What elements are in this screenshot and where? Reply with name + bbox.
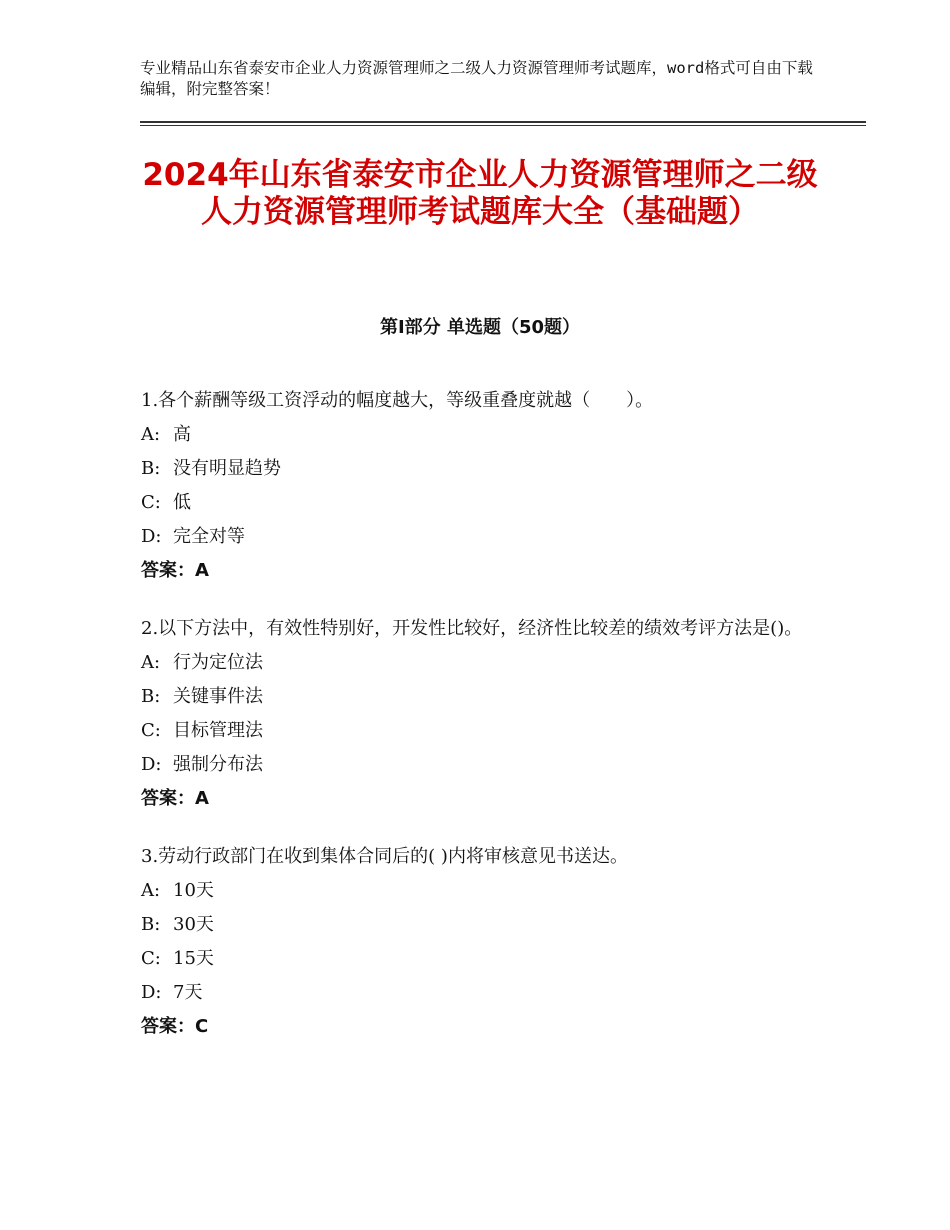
option-letter: C: — [141, 492, 161, 513]
question-stem: 1.各个薪酬等级工资浮动的幅度越大，等级重叠度就越（ ）。 — [141, 390, 654, 411]
option-letter: A: — [141, 880, 161, 901]
question-stem: 3.劳动行政部门在收到集体合同后的( )内将审核意见书送达。 — [141, 846, 628, 867]
option-c — [141, 714, 821, 748]
option-text: 完全对等 — [173, 526, 245, 547]
answer-line: 答案：C — [141, 1016, 209, 1037]
option-a — [141, 874, 821, 908]
option-a — [141, 418, 821, 452]
option-text: 7天 — [173, 982, 203, 1003]
option-d — [141, 520, 821, 554]
option-text: 强制分布法 — [173, 754, 263, 775]
option-text: 10天 — [173, 880, 214, 901]
header-rule-thick — [140, 121, 866, 123]
option-text: 15天 — [173, 948, 214, 969]
option-b — [141, 908, 821, 942]
option-text: 30天 — [173, 914, 214, 935]
option-text: 关键事件法 — [173, 686, 263, 707]
option-a — [141, 646, 821, 680]
question-item — [141, 612, 821, 816]
option-b — [141, 680, 821, 714]
option-letter: A: — [141, 424, 161, 445]
option-text: 没有明显趋势 — [173, 458, 281, 479]
option-letter: B: — [141, 458, 161, 479]
option-text: 高 — [173, 424, 191, 445]
option-letter: D: — [141, 982, 162, 1003]
question-stem: 2.以下方法中，有效性特别好，开发性比较好，经济性比较差的绩效考评方法是()。 — [141, 618, 803, 639]
option-b — [141, 452, 821, 486]
document-title: 2024年山东省泰安市企业人力资源管理师之二级人力资源管理师考试题库大全（基础题） — [142, 157, 818, 230]
option-c — [141, 942, 821, 976]
answer-line: 答案：A — [141, 788, 209, 809]
option-letter: D: — [141, 526, 162, 547]
option-text: 低 — [173, 492, 191, 513]
question-item — [141, 384, 821, 588]
option-letter: A: — [141, 652, 161, 673]
option-letter: C: — [141, 720, 161, 741]
answer-line: 答案：A — [141, 560, 209, 581]
section-title: 第Ⅰ部分 单选题（50题） — [379, 317, 580, 338]
option-text: 行为定位法 — [173, 652, 263, 673]
option-c — [141, 486, 821, 520]
question-list — [141, 384, 821, 1068]
option-letter: B: — [141, 686, 161, 707]
option-d — [141, 748, 821, 782]
header-rule-thin — [140, 125, 866, 126]
option-letter: B: — [141, 914, 161, 935]
header-note: 专业精品山东省泰安市企业人力资源管理师之二级人力资源管理师考试题库，word格式可自由下载编辑，附完整答案！ — [140, 59, 813, 98]
option-letter: C: — [141, 948, 161, 969]
option-text: 目标管理法 — [173, 720, 263, 741]
option-letter: D: — [141, 754, 162, 775]
option-d — [141, 976, 821, 1010]
question-item — [141, 840, 821, 1044]
